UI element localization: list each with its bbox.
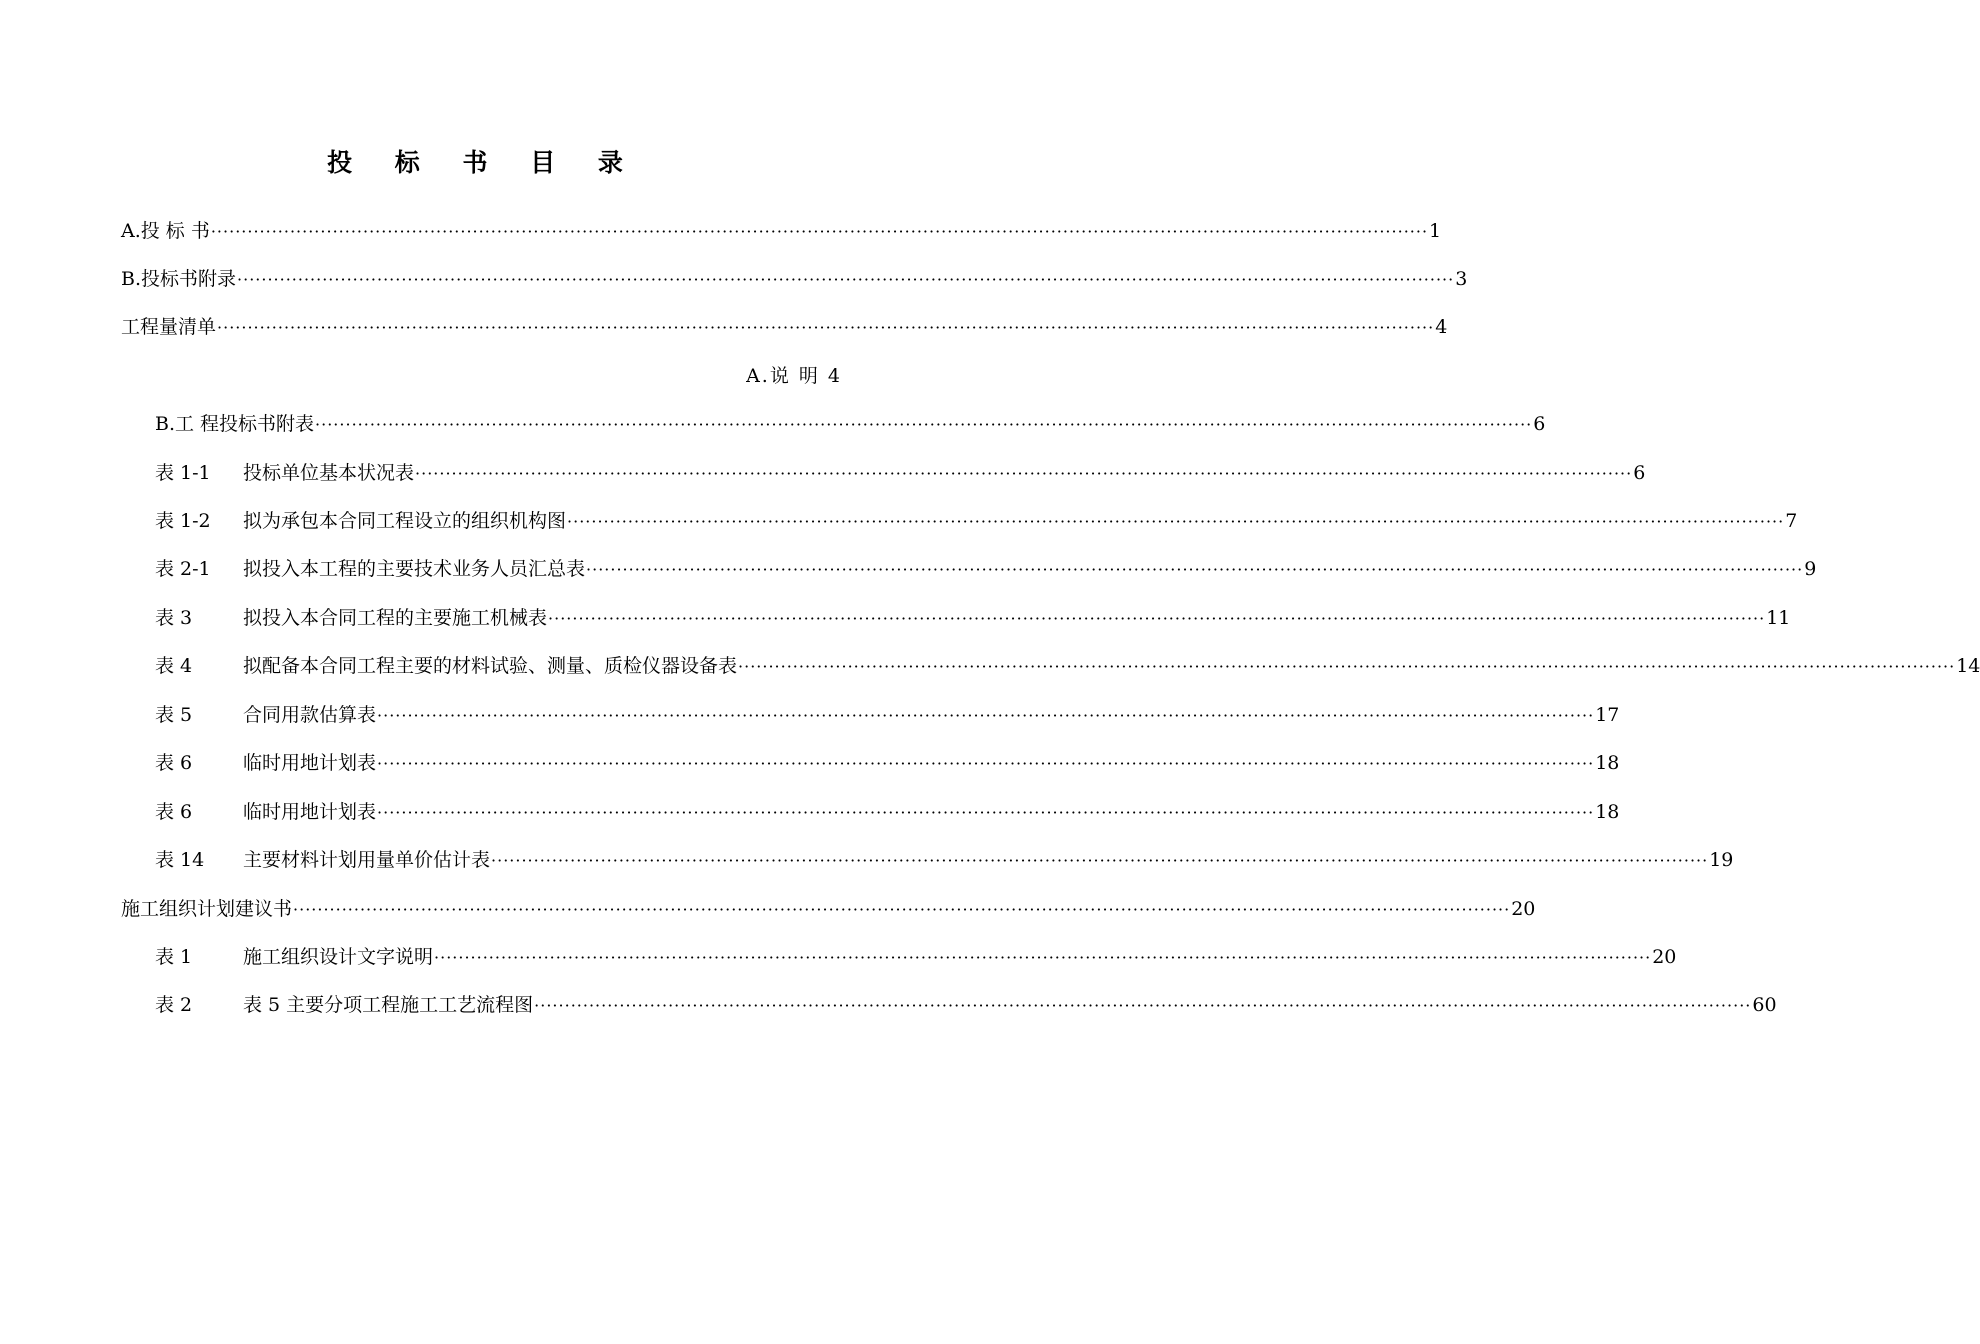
- toc-entry[interactable]: [155, 598, 1791, 638]
- toc-entry-page: 11: [1766, 607, 1791, 629]
- toc-entry-table-code: 表 6: [155, 752, 193, 774]
- toc-entry-label: 表 5 主要分项工程施工工艺流程图: [243, 994, 534, 1016]
- toc-entry[interactable]: [155, 985, 1777, 1025]
- toc-entry[interactable]: [155, 937, 1677, 977]
- toc-entry-table-code: 表 4: [155, 655, 193, 677]
- toc-entry-table-code: 表 1-1: [155, 462, 211, 484]
- toc-entry-label: A.投 标 书: [121, 220, 210, 242]
- toc-entry-table-code: 表 2-1: [155, 558, 211, 580]
- toc-entry[interactable]: [155, 501, 1798, 541]
- toc-entry-label: A.说 明 4: [746, 365, 842, 387]
- toc-entry-label: 主要材料计划用量单价估计表: [243, 849, 491, 871]
- toc-entry-page: 18: [1595, 801, 1620, 823]
- toc-entry[interactable]: [155, 549, 1817, 589]
- toc-entry-page: 7: [1785, 510, 1798, 532]
- toc-entry-label: 施工组织计划建议书: [121, 898, 293, 920]
- toc-entry[interactable]: [121, 211, 1442, 251]
- toc-leader-dots: ········································································································································································································: [534, 996, 1752, 1015]
- toc-entry-page: 17: [1595, 704, 1620, 726]
- toc-entry[interactable]: [121, 307, 1448, 347]
- toc-entry-label: 拟配备本合同工程主要的材料试验、测量、质检仪器设备表: [243, 655, 738, 677]
- toc-entry-page: 9: [1804, 558, 1817, 580]
- toc-entry-page: 6: [1533, 413, 1546, 435]
- toc-leader-dots: ········································································································································································································: [491, 851, 1709, 870]
- toc-entry-page: 18: [1595, 752, 1620, 774]
- toc-entry-label: 施工组织设计文字说明: [243, 946, 434, 968]
- toc-entry-page: 19: [1709, 849, 1734, 871]
- toc-entry-page: 20: [1652, 946, 1677, 968]
- toc-leader-dots: ········································································································································································································: [548, 609, 1766, 628]
- toc-leader-dots: ········································································································································································································: [586, 560, 1804, 579]
- toc-entry-table-code: 表 3: [155, 607, 193, 629]
- toc-entry-label: B.投标书附录: [121, 268, 237, 290]
- toc-entry-label: 临时用地计划表: [243, 801, 377, 823]
- toc-entry-label: 拟为承包本合同工程设立的组织机构图: [243, 510, 567, 532]
- toc-leader-dots: ········································································································································································································: [377, 754, 1595, 773]
- toc-entry-label: 拟投入本合同工程的主要施工机械表: [243, 607, 548, 629]
- toc-entry-page: 6: [1633, 462, 1646, 484]
- toc-entry[interactable]: [121, 356, 842, 396]
- toc-entry[interactable]: [155, 840, 1734, 880]
- toc-entry[interactable]: [155, 646, 1980, 686]
- toc-leader-dots: ········································································································································································································: [738, 657, 1956, 676]
- toc-leader-dots: ········································································································································································································: [434, 948, 1652, 967]
- toc-entry-label: 拟投入本工程的主要技术业务人员汇总表: [243, 558, 586, 580]
- toc-entry-page: 4: [1435, 316, 1448, 338]
- toc-leader-dots: ········································································································································································································: [377, 706, 1595, 725]
- toc-entry-label: B.工 程投标书附表: [155, 413, 315, 435]
- toc-entry[interactable]: [121, 259, 1468, 299]
- toc-leader-dots: ········································································································································································································: [315, 415, 1533, 434]
- toc-entry[interactable]: [155, 404, 1546, 444]
- toc-entry-page: 1: [1429, 220, 1442, 242]
- toc-title: 投 标 书 目 录: [327, 148, 640, 177]
- toc-leader-dots: ········································································································································································································: [377, 803, 1595, 822]
- toc-entry-table-code: 表 5: [155, 704, 193, 726]
- toc-entry-table-code: 表 1-2: [155, 510, 211, 532]
- toc-entry-label: 临时用地计划表: [243, 752, 377, 774]
- toc-leader-dots: ········································································································································································································: [567, 512, 1785, 531]
- toc-entry-label: 工程量清单: [121, 316, 217, 338]
- toc-entry-table-code: 表 2: [155, 994, 193, 1016]
- toc-entry-table-code: 表 6: [155, 801, 193, 823]
- toc-entry-label: 投标单位基本状况表: [243, 462, 415, 484]
- toc-leader-dots: ········································································································································································································: [293, 900, 1511, 919]
- toc-leader-dots: ········································································································································································································: [217, 318, 1435, 337]
- toc-entry-table-code: 表 1: [155, 946, 193, 968]
- toc-entry[interactable]: [155, 743, 1620, 783]
- toc-entry[interactable]: [155, 453, 1646, 493]
- toc-entry-page: 3: [1455, 268, 1468, 290]
- toc-entry[interactable]: [155, 792, 1620, 832]
- toc-entry[interactable]: [121, 889, 1536, 929]
- toc-entry-page: 20: [1511, 898, 1536, 920]
- toc-leader-dots: ········································································································································································································: [210, 222, 1429, 241]
- toc-leader-dots: ········································································································································································································: [237, 270, 1455, 289]
- toc-entry-page: 60: [1752, 994, 1777, 1016]
- toc-leader-dots: ········································································································································································································: [415, 464, 1633, 483]
- toc-entry-page: 14: [1956, 655, 1980, 677]
- toc-entry[interactable]: [155, 695, 1620, 735]
- toc-entry-table-code: 表 14: [155, 849, 205, 871]
- toc-entry-label: 合同用款估算表: [243, 704, 377, 726]
